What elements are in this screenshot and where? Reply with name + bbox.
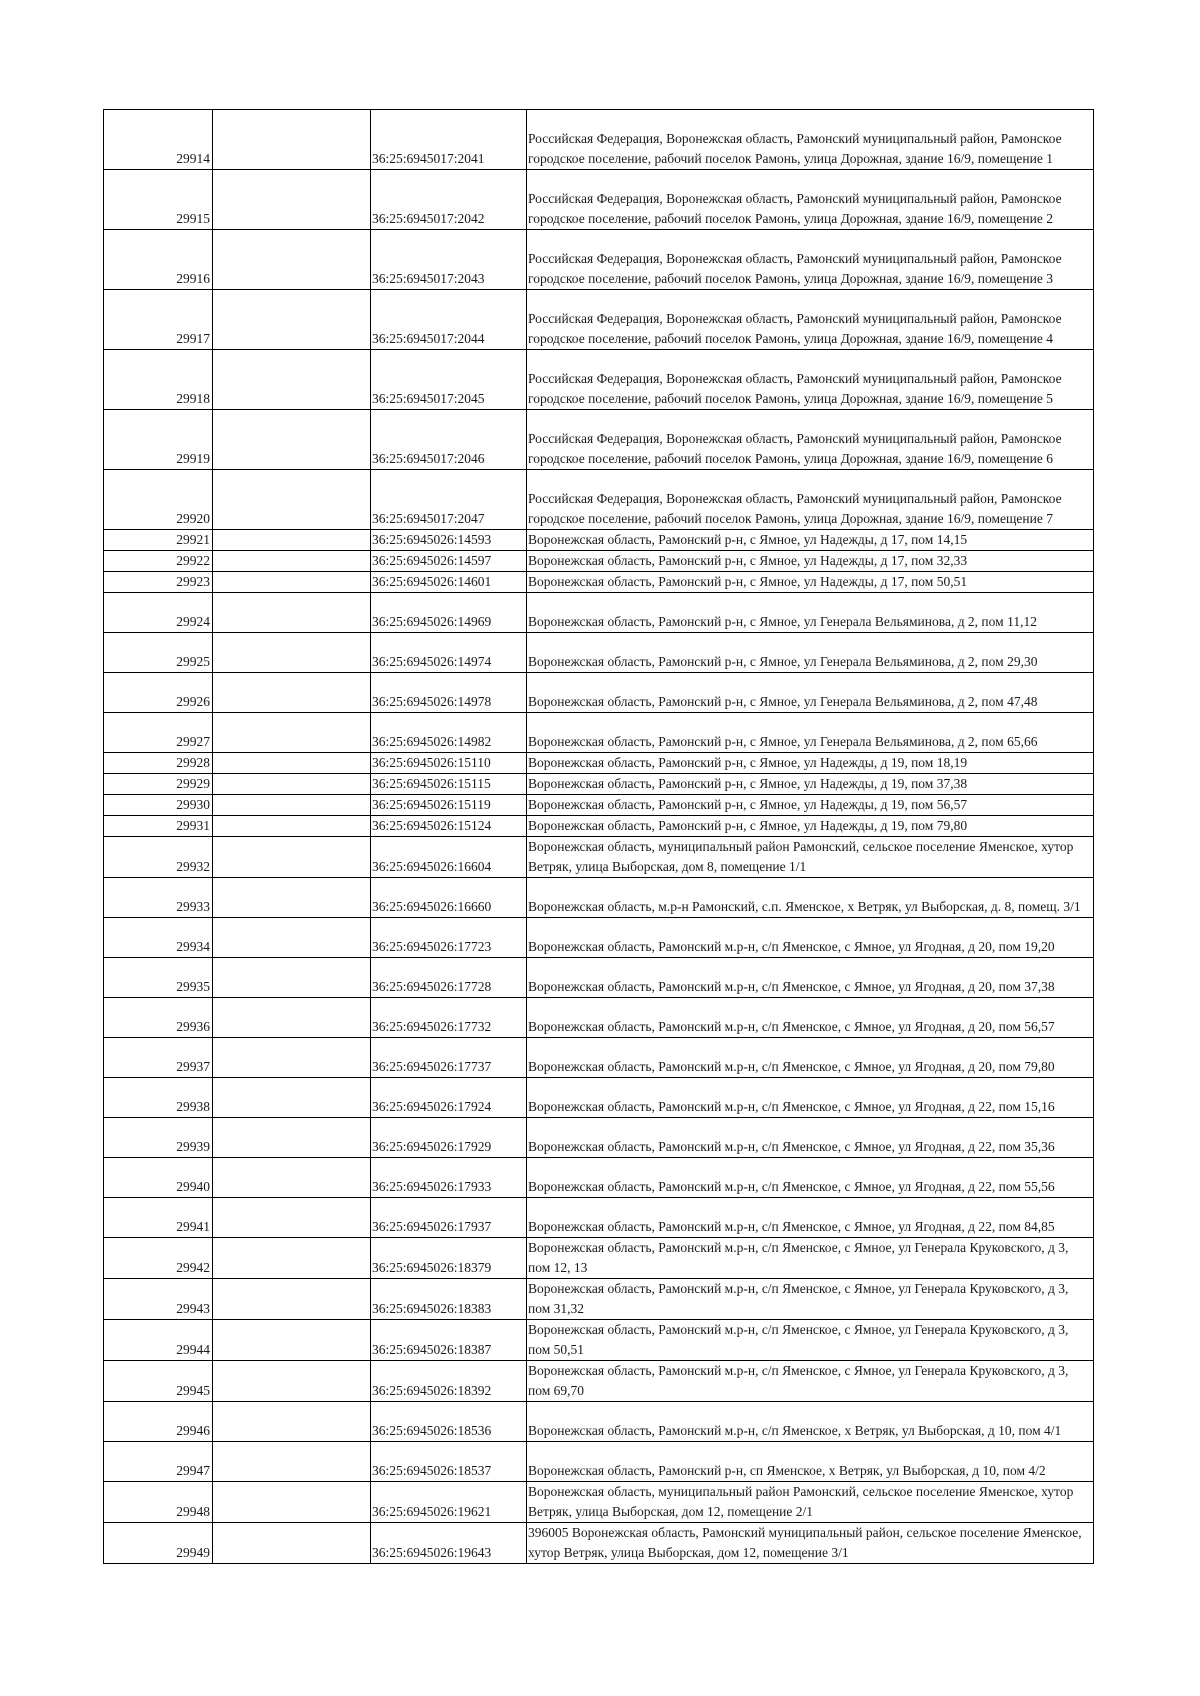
empty-cell: [213, 1198, 371, 1238]
row-number-cell: 29933: [104, 878, 213, 918]
row-number-cell: 29936: [104, 998, 213, 1038]
table-row: [104, 1238, 1094, 1279]
cadastral-number-cell: 36:25:6945017:2042: [371, 170, 527, 230]
empty-cell: [213, 410, 371, 470]
cadastral-number-cell: 36:25:6945026:18379: [371, 1238, 527, 1279]
address-cell: Российская Федерация, Воронежская область, Рамонский муниципальный район, Рамонское городское поселение, рабочий поселок Рамонь, улица Дорожная, здание 16/9, помещение 3: [527, 230, 1094, 290]
row-number-cell: 29921: [104, 530, 213, 551]
row-number-cell: 29929: [104, 774, 213, 795]
table-row: [104, 1361, 1094, 1402]
address-cell: Российская Федерация, Воронежская область, Рамонский муниципальный район, Рамонское городское поселение, рабочий поселок Рамонь, улица Дорожная, здание 16/9, помещение 2: [527, 170, 1094, 230]
table-row: [104, 1442, 1094, 1482]
address-cell: Воронежская область, Рамонский р-н, с Ямное, ул Генерала Вельяминова, д 2, пом 47,48: [527, 673, 1094, 713]
empty-cell: [213, 1482, 371, 1523]
empty-cell: [213, 774, 371, 795]
row-number-cell: 29941: [104, 1198, 213, 1238]
table-row: [104, 1482, 1094, 1523]
empty-cell: [213, 816, 371, 837]
cadastral-number-cell: 36:25:6945026:19621: [371, 1482, 527, 1523]
address-cell: Воронежская область, Рамонский р-н, сп Яменское, х Ветряк, ул Выборская, д 10, пом 4/2: [527, 1442, 1094, 1482]
empty-cell: [213, 470, 371, 530]
row-number-cell: 29932: [104, 837, 213, 878]
table-row: [104, 774, 1094, 795]
cadastral-number-cell: 36:25:6945017:2044: [371, 290, 527, 350]
row-number-cell: 29919: [104, 410, 213, 470]
table-row: [104, 230, 1094, 290]
row-number-cell: 29938: [104, 1078, 213, 1118]
cadastral-number-cell: 36:25:6945026:18537: [371, 1442, 527, 1482]
cadastral-number-cell: 36:25:6945017:2043: [371, 230, 527, 290]
empty-cell: [213, 1158, 371, 1198]
address-cell: Воронежская область, муниципальный район Рамонский, сельское поселение Яменское, хутор Ветряк, улица Выборская, дом 8, помещение 1/1: [527, 837, 1094, 878]
cadastral-number-cell: 36:25:6945026:17728: [371, 958, 527, 998]
table-row: [104, 1523, 1094, 1564]
table-row: [104, 958, 1094, 998]
cadastral-number-cell: 36:25:6945026:16660: [371, 878, 527, 918]
empty-cell: [213, 795, 371, 816]
row-number-cell: 29920: [104, 470, 213, 530]
table-row: [104, 110, 1094, 170]
empty-cell: [213, 753, 371, 774]
empty-cell: [213, 1523, 371, 1564]
address-cell: Воронежская область, Рамонский м.р-н, с/п Яменское, с Ямное, ул Ягодная, д 20, пом 37,38: [527, 958, 1094, 998]
address-cell: Воронежская область, Рамонский м.р-н, с/п Яменское, с Ямное, ул Ягодная, д 20, пом 56,57: [527, 998, 1094, 1038]
cadastral-number-cell: 36:25:6945026:15110: [371, 753, 527, 774]
cadastral-number-cell: 36:25:6945026:14969: [371, 593, 527, 633]
empty-cell: [213, 110, 371, 170]
row-number-cell: 29947: [104, 1442, 213, 1482]
empty-cell: [213, 230, 371, 290]
cadastral-number-cell: 36:25:6945026:17924: [371, 1078, 527, 1118]
table-row: [104, 1158, 1094, 1198]
empty-cell: [213, 1442, 371, 1482]
table-row: [104, 1078, 1094, 1118]
cadastral-number-cell: 36:25:6945017:2041: [371, 110, 527, 170]
address-cell: Воронежская область, Рамонский р-н, с Ямное, ул Надежды, д 17, пом 32,33: [527, 551, 1094, 572]
cadastral-number-cell: 36:25:6945026:18536: [371, 1402, 527, 1442]
table-row: [104, 837, 1094, 878]
table-row: [104, 816, 1094, 837]
row-number-cell: 29935: [104, 958, 213, 998]
row-number-cell: 29948: [104, 1482, 213, 1523]
address-cell: Воронежская область, Рамонский м.р-н, с/п Яменское, с Ямное, ул Ягодная, д 20, пом 79,80: [527, 1038, 1094, 1078]
empty-cell: [213, 593, 371, 633]
row-number-cell: 29917: [104, 290, 213, 350]
address-cell: Российская Федерация, Воронежская область, Рамонский муниципальный район, Рамонское городское поселение, рабочий поселок Рамонь, улица Дорожная, здание 16/9, помещение 5: [527, 350, 1094, 410]
table-row: [104, 753, 1094, 774]
cadastral-number-cell: 36:25:6945026:14601: [371, 572, 527, 593]
cadastral-number-cell: 36:25:6945026:15124: [371, 816, 527, 837]
empty-cell: [213, 633, 371, 673]
row-number-cell: 29928: [104, 753, 213, 774]
empty-cell: [213, 1238, 371, 1279]
address-cell: Воронежская область, Рамонский м.р-н, с/п Яменское, с Ямное, ул Генерала Круковского, д 3, пом 12, 13: [527, 1238, 1094, 1279]
row-number-cell: 29916: [104, 230, 213, 290]
address-cell: Воронежская область, Рамонский м.р-н, с/п Яменское, с Ямное, ул Ягодная, д 22, пом 35,36: [527, 1118, 1094, 1158]
empty-cell: [213, 572, 371, 593]
cadastral-number-cell: 36:25:6945026:16604: [371, 837, 527, 878]
registry-table-body: [104, 110, 1094, 1564]
table-row: [104, 1320, 1094, 1361]
empty-cell: [213, 1279, 371, 1320]
cadastral-number-cell: 36:25:6945026:17933: [371, 1158, 527, 1198]
row-number-cell: 29949: [104, 1523, 213, 1564]
table-row: [104, 410, 1094, 470]
address-cell: Воронежская область, муниципальный район Рамонский, сельское поселение Яменское, хутор Ветряк, улица Выборская, дом 12, помещение 2/1: [527, 1482, 1094, 1523]
empty-cell: [213, 878, 371, 918]
empty-cell: [213, 551, 371, 572]
address-cell: Воронежская область, Рамонский р-н, с Ямное, ул Надежды, д 17, пом 14,15: [527, 530, 1094, 551]
address-cell: Российская Федерация, Воронежская область, Рамонский муниципальный район, Рамонское городское поселение, рабочий поселок Рамонь, улица Дорожная, здание 16/9, помещение 6: [527, 410, 1094, 470]
table-row: [104, 572, 1094, 593]
address-cell: Воронежская область, Рамонский м.р-н, с/п Яменское, с Ямное, ул Ягодная, д 22, пом 15,16: [527, 1078, 1094, 1118]
empty-cell: [213, 1038, 371, 1078]
cadastral-number-cell: 36:25:6945026:17723: [371, 918, 527, 958]
cadastral-number-cell: 36:25:6945026:18392: [371, 1361, 527, 1402]
empty-cell: [213, 673, 371, 713]
table-row: [104, 551, 1094, 572]
empty-cell: [213, 170, 371, 230]
cadastral-number-cell: 36:25:6945026:15119: [371, 795, 527, 816]
row-number-cell: 29939: [104, 1118, 213, 1158]
row-number-cell: 29931: [104, 816, 213, 837]
row-number-cell: 29927: [104, 713, 213, 753]
address-cell: Воронежская область, Рамонский р-н, с Ямное, ул Надежды, д 19, пом 18,19: [527, 753, 1094, 774]
address-cell: 396005 Воронежская область, Рамонский муниципальный район, сельское поселение Яменское, хутор Ветряк, улица Выборская, дом 12, помещение 3/1: [527, 1523, 1094, 1564]
address-cell: Воронежская область, Рамонский м.р-н, с/п Яменское, с Ямное, ул Генерала Круковского, д 3, пом 31,32: [527, 1279, 1094, 1320]
table-row: [104, 290, 1094, 350]
cadastral-number-cell: 36:25:6945017:2045: [371, 350, 527, 410]
table-row: [104, 1038, 1094, 1078]
table-row: [104, 633, 1094, 673]
row-number-cell: 29940: [104, 1158, 213, 1198]
address-cell: Российская Федерация, Воронежская область, Рамонский муниципальный район, Рамонское городское поселение, рабочий поселок Рамонь, улица Дорожная, здание 16/9, помещение 7: [527, 470, 1094, 530]
empty-cell: [213, 530, 371, 551]
empty-cell: [213, 837, 371, 878]
cadastral-number-cell: 36:25:6945026:17937: [371, 1198, 527, 1238]
empty-cell: [213, 290, 371, 350]
cadastral-number-cell: 36:25:6945026:17737: [371, 1038, 527, 1078]
address-cell: Воронежская область, Рамонский м.р-н, с/п Яменское, с Ямное, ул Ягодная, д 20, пом 19,20: [527, 918, 1094, 958]
cadastral-number-cell: 36:25:6945026:18387: [371, 1320, 527, 1361]
row-number-cell: 29942: [104, 1238, 213, 1279]
address-cell: Воронежская область, Рамонский м.р-н, с/п Яменское, х Ветряк, ул Выборская, д 10, пом 4/1: [527, 1402, 1094, 1442]
empty-cell: [213, 350, 371, 410]
empty-cell: [213, 998, 371, 1038]
table-row: [104, 350, 1094, 410]
cadastral-number-cell: 36:25:6945026:17732: [371, 998, 527, 1038]
cadastral-number-cell: 36:25:6945026:14978: [371, 673, 527, 713]
address-cell: Воронежская область, Рамонский м.р-н, с/п Яменское, с Ямное, ул Генерала Круковского, д 3, пом 69,70: [527, 1361, 1094, 1402]
empty-cell: [213, 1320, 371, 1361]
table-row: [104, 1118, 1094, 1158]
row-number-cell: 29945: [104, 1361, 213, 1402]
address-cell: Воронежская область, Рамонский р-н, с Ямное, ул Генерала Вельяминова, д 2, пом 29,30: [527, 633, 1094, 673]
table-row: [104, 1402, 1094, 1442]
empty-cell: [213, 1402, 371, 1442]
address-cell: Воронежская область, Рамонский м.р-н, с/п Яменское, с Ямное, ул Ягодная, д 22, пом 84,85: [527, 1198, 1094, 1238]
table-row: [104, 170, 1094, 230]
address-cell: Воронежская область, Рамонский р-н, с Ямное, ул Надежды, д 19, пом 79,80: [527, 816, 1094, 837]
table-row: [104, 673, 1094, 713]
row-number-cell: 29924: [104, 593, 213, 633]
cadastral-number-cell: 36:25:6945017:2047: [371, 470, 527, 530]
row-number-cell: 29915: [104, 170, 213, 230]
empty-cell: [213, 1118, 371, 1158]
address-cell: Воронежская область, Рамонский м.р-н, с/п Яменское, с Ямное, ул Ягодная, д 22, пом 55,56: [527, 1158, 1094, 1198]
address-cell: Воронежская область, Рамонский м.р-н, с/п Яменское, с Ямное, ул Генерала Круковского, д 3, пом 50,51: [527, 1320, 1094, 1361]
table-row: [104, 593, 1094, 633]
table-row: [104, 530, 1094, 551]
address-cell: Воронежская область, Рамонский р-н, с Ямное, ул Генерала Вельяминова, д 2, пом 65,66: [527, 713, 1094, 753]
empty-cell: [213, 918, 371, 958]
table-row: [104, 1279, 1094, 1320]
address-cell: Российская Федерация, Воронежская область, Рамонский муниципальный район, Рамонское городское поселение, рабочий поселок Рамонь, улица Дорожная, здание 16/9, помещение 1: [527, 110, 1094, 170]
table-row: [104, 878, 1094, 918]
table-row: [104, 998, 1094, 1038]
row-number-cell: 29925: [104, 633, 213, 673]
row-number-cell: 29937: [104, 1038, 213, 1078]
cadastral-number-cell: 36:25:6945017:2046: [371, 410, 527, 470]
cadastral-number-cell: 36:25:6945026:14982: [371, 713, 527, 753]
address-cell: Воронежская область, Рамонский р-н, с Ямное, ул Генерала Вельяминова, д 2, пом 11,12: [527, 593, 1094, 633]
cadastral-number-cell: 36:25:6945026:14974: [371, 633, 527, 673]
empty-cell: [213, 1361, 371, 1402]
empty-cell: [213, 1078, 371, 1118]
registry-table: [103, 109, 1094, 1564]
empty-cell: [213, 958, 371, 998]
row-number-cell: 29930: [104, 795, 213, 816]
address-cell: Воронежская область, Рамонский р-н, с Ямное, ул Надежды, д 19, пом 56,57: [527, 795, 1094, 816]
address-cell: Воронежская область, Рамонский р-н, с Ямное, ул Надежды, д 17, пом 50,51: [527, 572, 1094, 593]
row-number-cell: 29943: [104, 1279, 213, 1320]
row-number-cell: 29918: [104, 350, 213, 410]
empty-cell: [213, 713, 371, 753]
cadastral-number-cell: 36:25:6945026:17929: [371, 1118, 527, 1158]
row-number-cell: 29946: [104, 1402, 213, 1442]
row-number-cell: 29923: [104, 572, 213, 593]
address-cell: Воронежская область, м.р-н Рамонский, с.п. Яменское, х Ветряк, ул Выборская, д. 8, помещ. 3/1: [527, 878, 1094, 918]
row-number-cell: 29922: [104, 551, 213, 572]
address-cell: Воронежская область, Рамонский р-н, с Ямное, ул Надежды, д 19, пом 37,38: [527, 774, 1094, 795]
table-row: [104, 795, 1094, 816]
row-number-cell: 29926: [104, 673, 213, 713]
row-number-cell: 29944: [104, 1320, 213, 1361]
table-row: [104, 918, 1094, 958]
table-row: [104, 470, 1094, 530]
address-cell: Российская Федерация, Воронежская область, Рамонский муниципальный район, Рамонское городское поселение, рабочий поселок Рамонь, улица Дорожная, здание 16/9, помещение 4: [527, 290, 1094, 350]
table-row: [104, 1198, 1094, 1238]
cadastral-number-cell: 36:25:6945026:18383: [371, 1279, 527, 1320]
cadastral-number-cell: 36:25:6945026:19643: [371, 1523, 527, 1564]
cadastral-number-cell: 36:25:6945026:14597: [371, 551, 527, 572]
row-number-cell: 29914: [104, 110, 213, 170]
cadastral-number-cell: 36:25:6945026:14593: [371, 530, 527, 551]
row-number-cell: 29934: [104, 918, 213, 958]
cadastral-number-cell: 36:25:6945026:15115: [371, 774, 527, 795]
table-row: [104, 713, 1094, 753]
